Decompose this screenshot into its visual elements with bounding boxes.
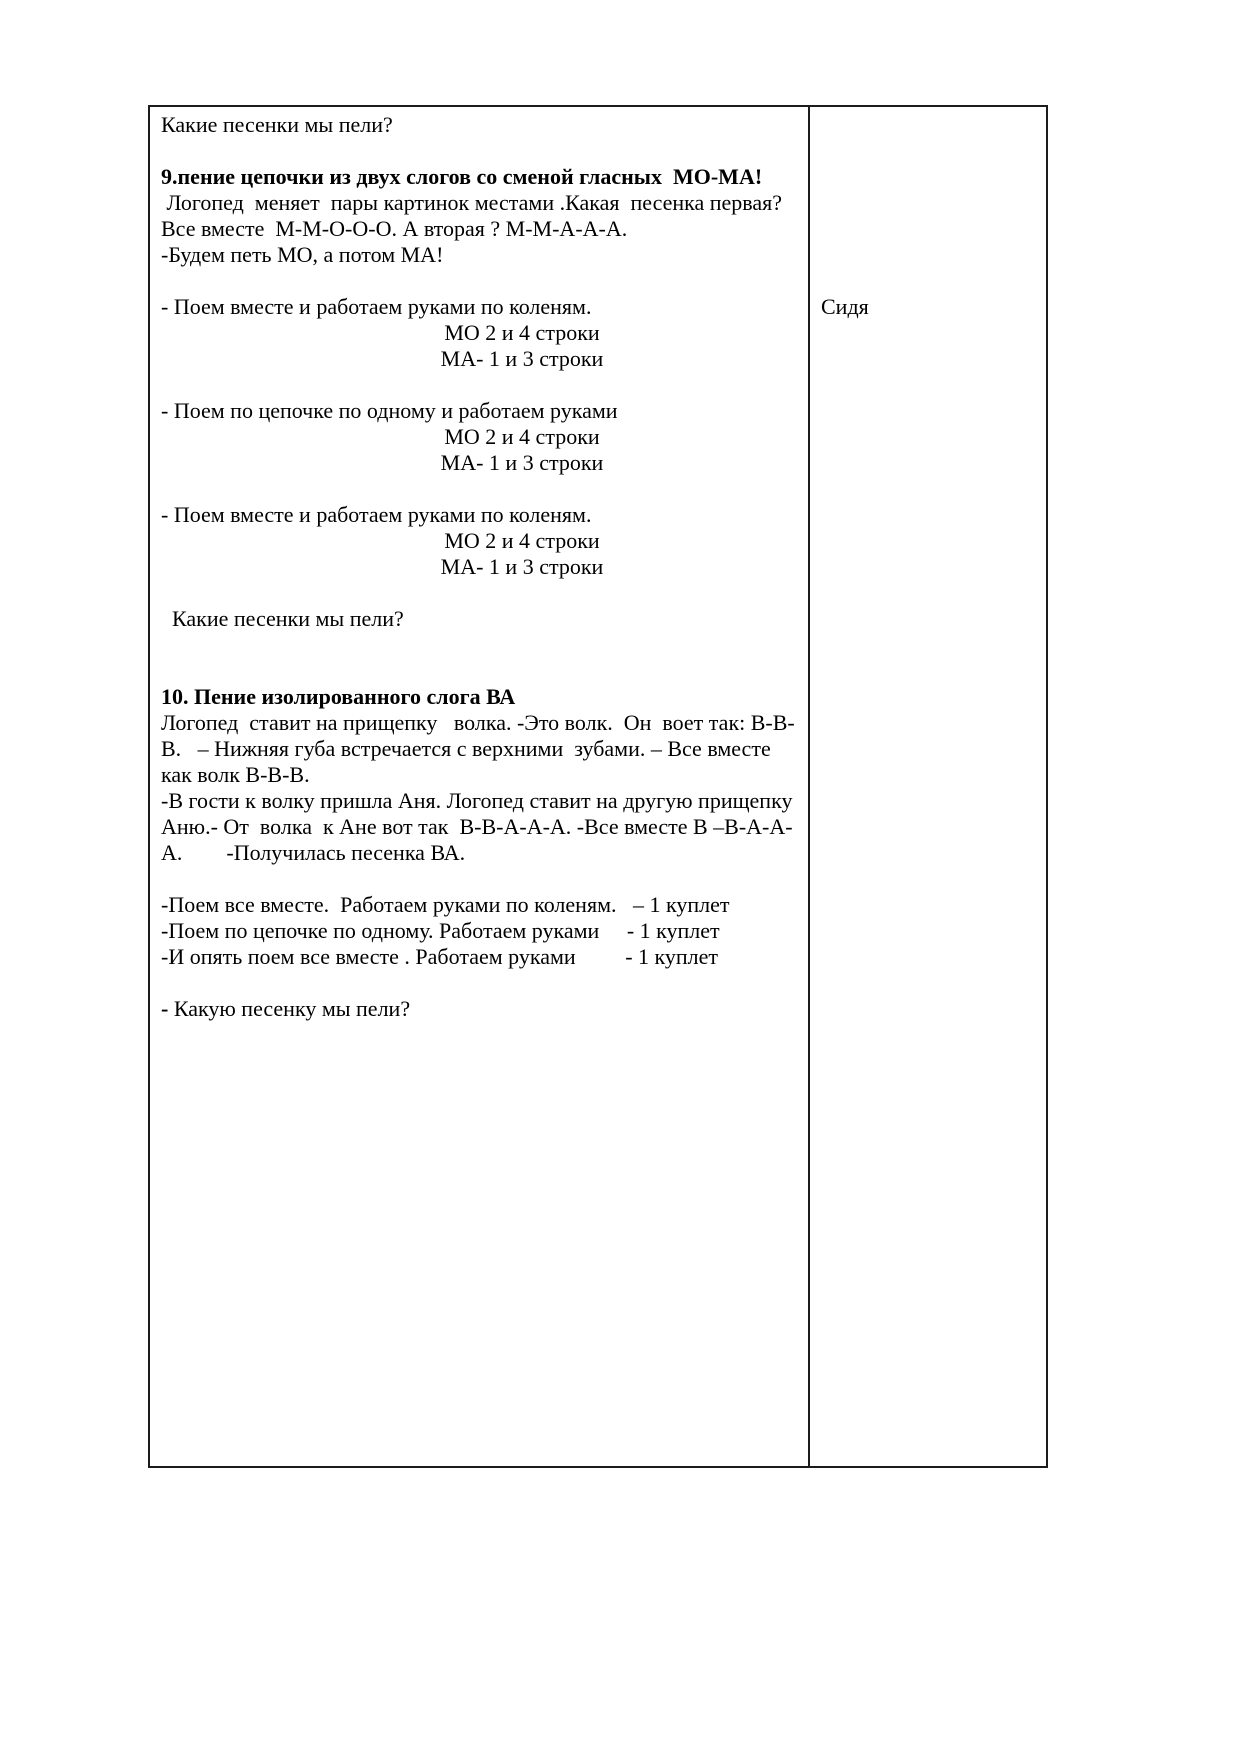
paragraph: Логопед меняет пары картинок местами .Какая песенка первая? Все вместе М-М-О-О-О. А вторая ? М-М-А-А-А. [161,190,788,241]
paragraph: - Поем вместе и работаем руками по коленям. [161,294,592,319]
blank-line [161,138,797,164]
section-heading: 10. Пение изолированного слога ВА [161,684,516,709]
paragraph: Какие песенки мы пели? [161,606,404,631]
paragraph: Логопед ставит на прищепку волка. -Это волк. Он воет так: В-В-В. – Нижняя губа встречается с верхними зубами. – Все вместе как волк В-В-В. [161,710,795,787]
blank-line [161,658,797,684]
position-note: Сидя [821,294,869,319]
paragraph: -Поем по цепочке по одному. Работаем руками - 1 куплет [161,918,720,943]
blank-line [161,580,797,606]
position-note-cell [810,107,1046,1466]
centered-line: МА- 1 и 3 строки [440,554,604,579]
blank-line [161,372,797,398]
blank-line [161,970,797,996]
lesson-plan-table [148,105,1048,1468]
paragraph: -Поем все вместе. Работаем руками по коленям. – 1 куплет [161,892,730,917]
blank-line [161,866,797,892]
paragraph: Какие песенки мы пели? [161,112,393,137]
paragraph: -В гости к волку пришла Аня. Логопед ставит на другую прищепку Аню.- От волка к Ане вот так В-В-А-А-А. -Все вместе В –В-А-А-А. -Получилась песенка ВА. [161,788,798,865]
text-run: Какую песенку мы пели? [173,996,411,1021]
blank-line [161,268,797,294]
blank-line [161,632,797,658]
text-run: - [161,996,174,1021]
centered-line: МО 2 и 4 строки [444,528,600,553]
paragraph: -И опять поем все вместе . Работаем руками - 1 куплет [161,944,719,969]
section-heading: 9.пение цепочки из двух слогов со сменой гласных МО-МА! [161,164,763,189]
centered-line: МО 2 и 4 строки [444,424,600,449]
centered-line: МО 2 и 4 строки [444,320,600,345]
centered-line: МА- 1 и 3 строки [440,346,604,371]
paragraph: - Поем по цепочке по одному и работаем руками [161,398,618,423]
centered-line: МА- 1 и 3 строки [440,450,604,475]
blank-line [161,476,797,502]
paragraph: -Будем петь МО, а потом МА! [161,242,444,267]
paragraph: - Поем вместе и работаем руками по коленям. [161,502,592,527]
paragraph [161,996,797,1022]
lesson-content-cell [150,107,810,1466]
